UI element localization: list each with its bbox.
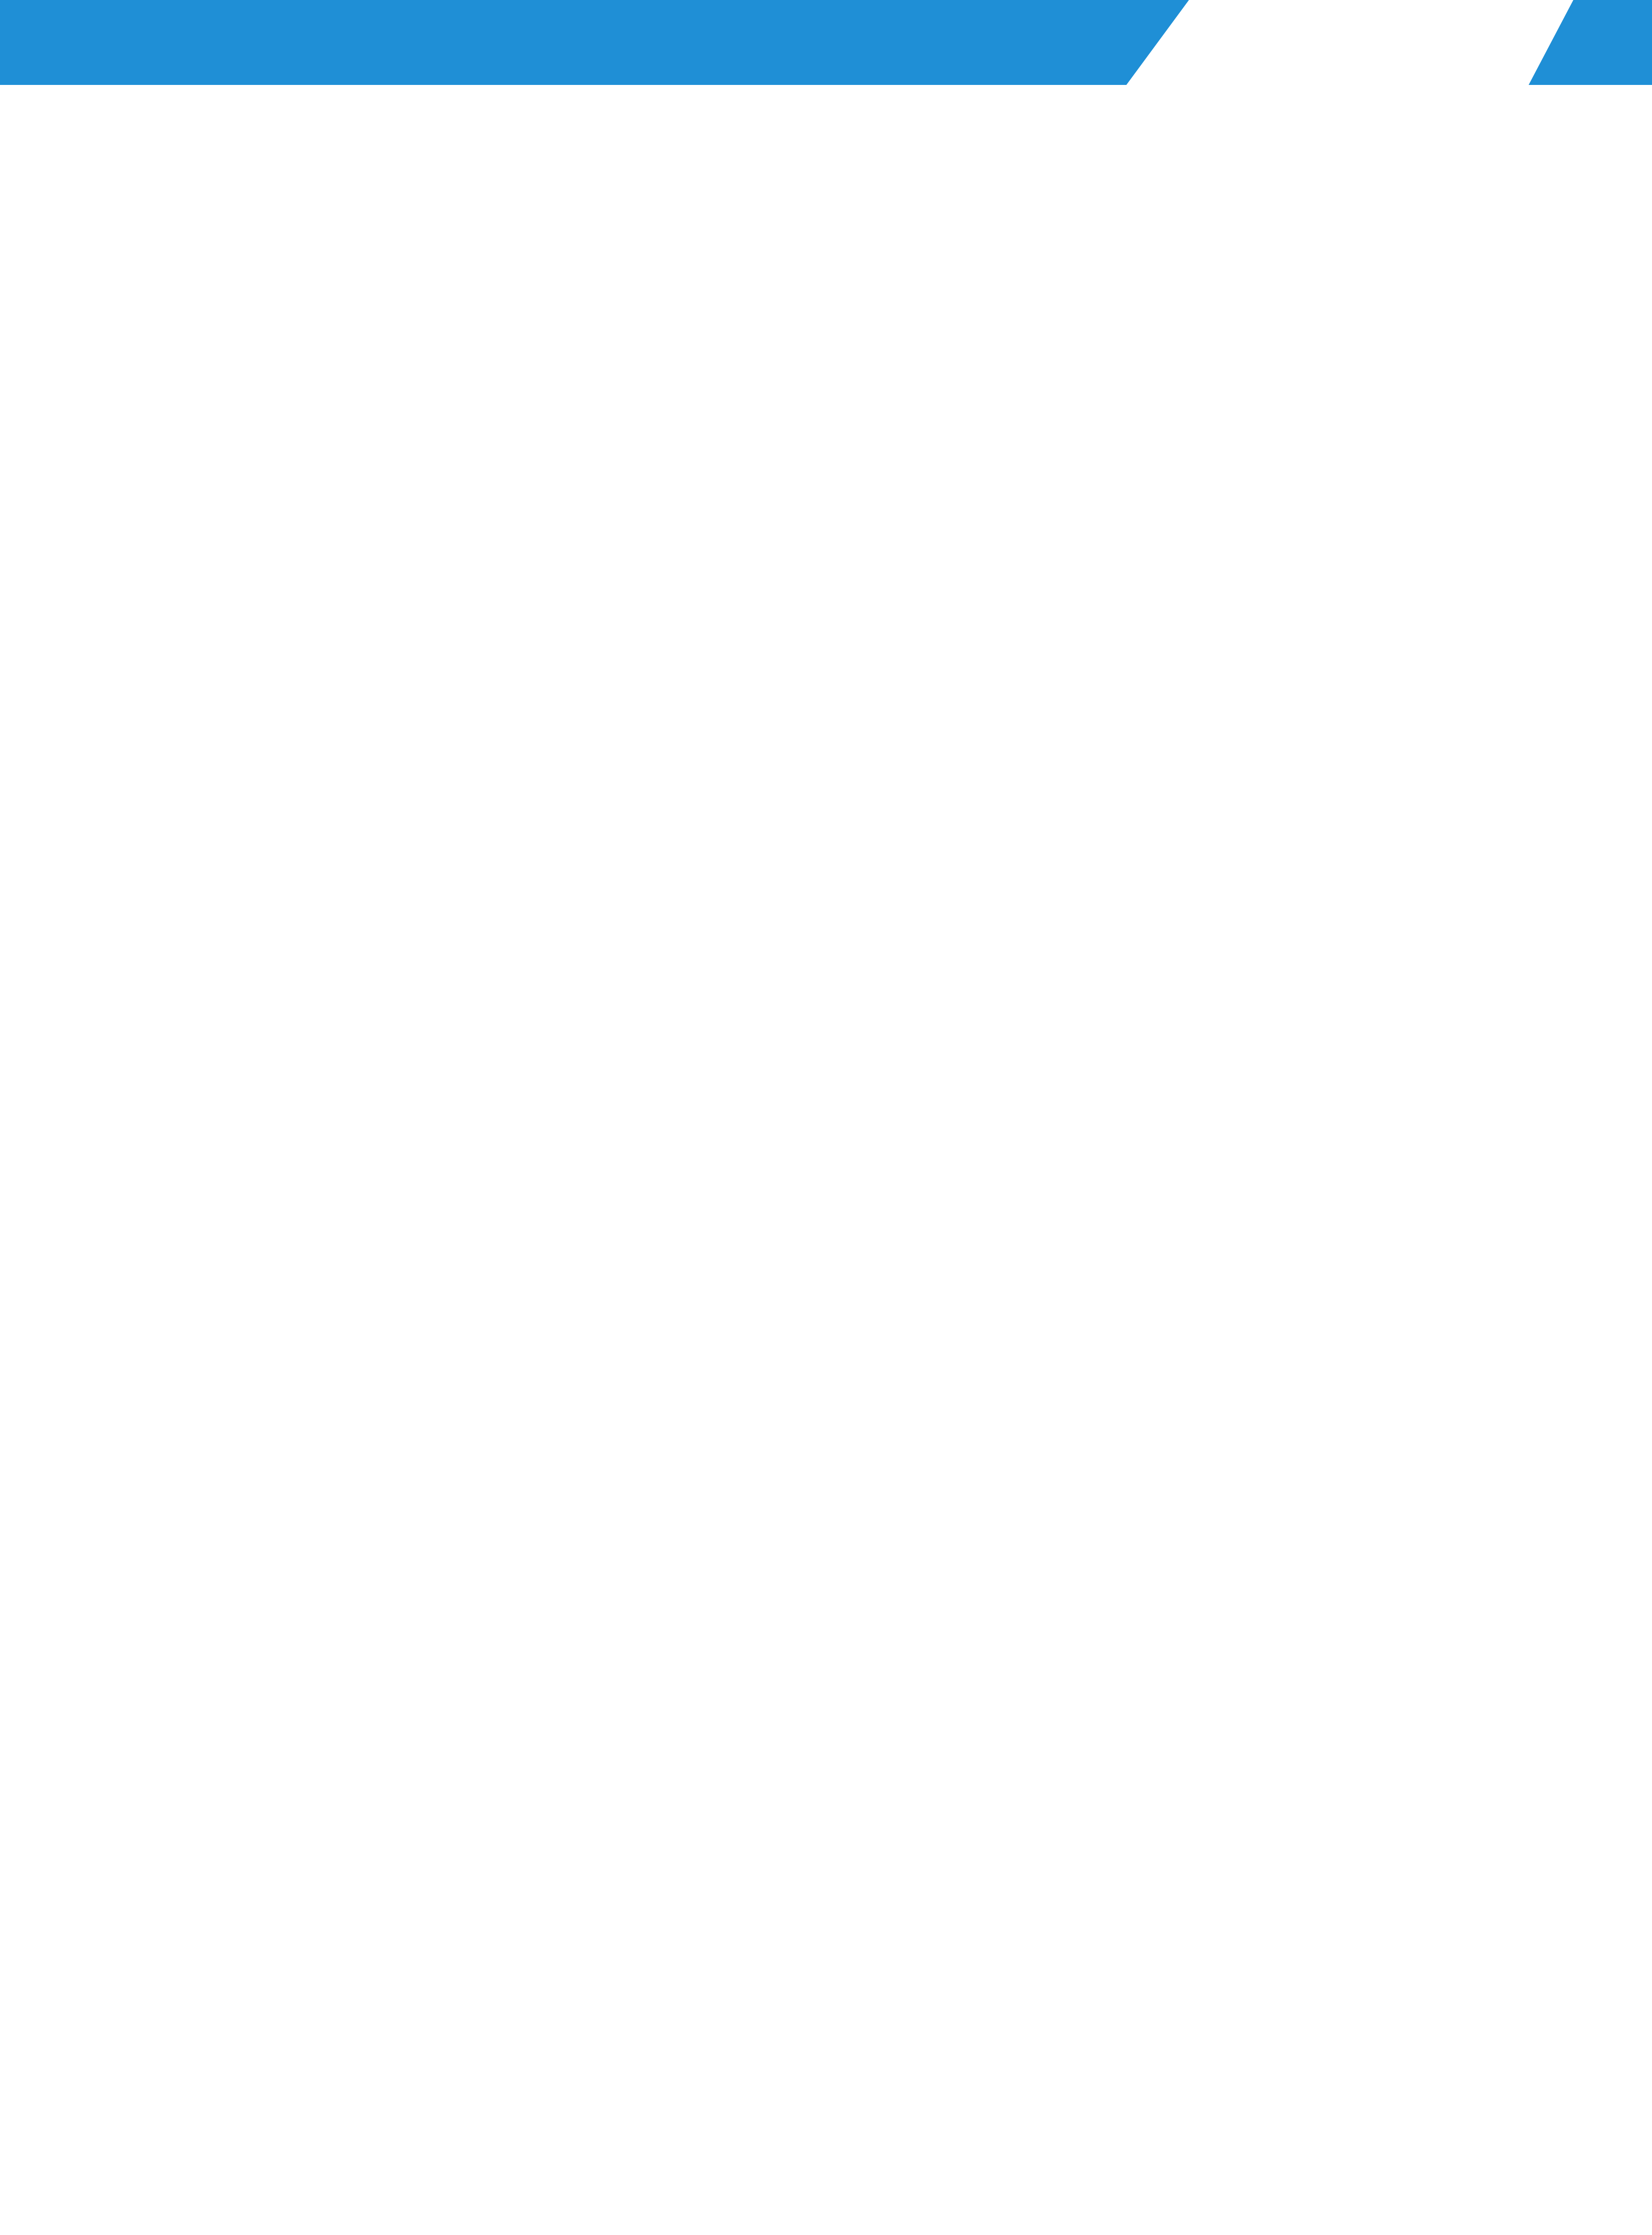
brand-logo	[1229, 27, 1502, 85]
page-header	[0, 0, 1652, 85]
